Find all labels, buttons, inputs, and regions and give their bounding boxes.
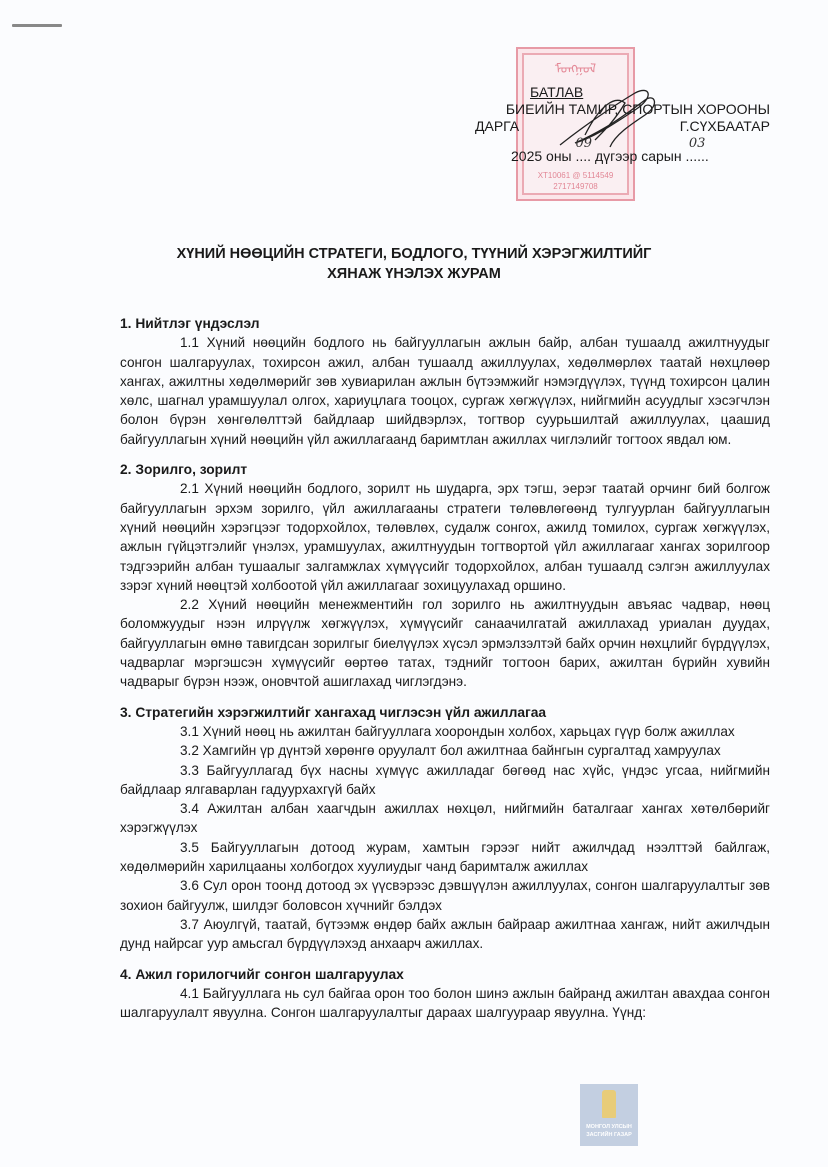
section-4	[120, 965, 770, 1023]
date-month-label: дүгээр сарын	[594, 148, 682, 164]
paragraph: 3.3 Байгууллагад бүх насны хүмүүс ажилладаг бөгөөд нас хүйс, үндэс угсаа, нийгмийн байдлаар ялгаварлан гадуурхахгүй байх	[120, 762, 770, 797]
document-body	[120, 314, 770, 1033]
paragraph: 3.7 Аюулгүй, таатай, бүтээмж өндөр байх ажлын байраар ажилтнаа хангаж, нийт ажилчдын дунд найрсаг уур амьсгал бүрдүүлэхэд анхаарч ажиллах.	[120, 916, 770, 952]
government-logo	[580, 1084, 638, 1146]
approver-name: Г.СҮХБААТАР	[679, 118, 770, 134]
date-dots-month: ....	[575, 148, 592, 164]
paragraph: 3.6 Сул орон тоонд дотоод эх үүсвэрээс дэвшүүлэн ажиллуулах, сонгон шалгаруулалтыг зөв зохион байгуулж, шилдэг боловсон хүчнийг бэлдэх	[120, 878, 770, 913]
seal-mongolian-script: ᠮᠣᠩᠭᠣᠯ	[554, 61, 597, 76]
section-heading: 4. Ажил горилогчийг сонгон шалгаруулах	[120, 966, 404, 982]
date-day-slot	[685, 136, 709, 165]
seal-code-line-2: 2717149708	[553, 182, 598, 191]
paragraph: 4.1 Байгууллага нь сул байгаа орон тоо болон шинэ ажлын байранд ажилтан авахдаа сонгон шалгаруулалт явуулна. Сонгон шалгаруулалтыг дараах шалгуураар явуулна. Үүнд:	[120, 985, 770, 1021]
approval-date	[511, 136, 709, 165]
approver-organization: БИЕИЙН ТАМИР, СПОРТЫН ХОРООНЫ	[505, 101, 770, 117]
approve-label: БАТЛАВ	[530, 84, 584, 100]
section-heading: 2. Зорилго, зорилт	[120, 462, 248, 478]
document-title	[0, 244, 828, 284]
paragraph: 2.1 Хүний нөөцийн бодлого, зорилт нь шударга, эрх тэгш, эерэг таатай орчинг бий болгож байгууллагын эрхэм зорилго, үйл ажиллагааны стратеги төлөвлөгөөнд тулгуурлан байгууллагын хүний нөөцийн хэрэгцээг тодорхойлох, төлөвлөх, судалж сонгох, ажилд томилох, сургаж хөгжүүлэх, ажлын гүйцэтгэлийг үнэлэх, урамшуулах, ажилтнуудын тогтвортой үйл ажиллагааг хангах зорилгоор тэдгээрийн албан тушаалыг залгамжлах хүмүүсийг тодорхойлох, албан тушаалд сэлгэн ажиллуулах зэрэг хүний нөөцтэй холбоотой үйл ажиллагааг зохицуулахад оршино.	[120, 481, 770, 593]
title-line-2: ХЯНАЖ ҮНЭЛЭХ ЖУРАМ	[327, 266, 501, 282]
paragraph: 3.2 Хамгийн үр дүнтэй хөрөнгө оруулалт бол ажилтнаа байнгын сургалтад хамруулах	[180, 743, 721, 759]
title-line-1: ХҮНИЙ НӨӨЦИЙН СТРАТЕГИ, БОДЛОГО, ТҮҮНИЙ ХЭРЭГЖИЛТИЙГ	[176, 246, 652, 262]
seal-code-line-1: ХТ10061 @ 5114549	[537, 171, 614, 180]
paragraph: 3.1 Хүний нөөц нь ажилтан байгууллага хоорондын холбох, харьцах гүүр болж ажиллах	[180, 723, 735, 739]
paragraph: 1.1 Хүний нөөцийн бодлого нь байгууллагын ажлын байр, албан тушаалд ажилтнуудыг сонгон шалгаруулах, тохирсон ажил, албан тушаалд ажиллуулах, хөдөлмөрлөх таатай нөхцлөөр хангах, ажилтны хөдөлмөрийг зөв хувиарилан ажлын бүтээмжийг нэмэгдүүлэх, түүнд тохирсон цалин хөлс, шагнал урамшуулал олгох, хариуцлага тооцох, сургаж хөгжүүлэх, нийгмийн асуудлыг хэсэгчлэн болон бүрэн хөнгөлөлттэй байдлаар шийдвэрлэх, тогтвор суурьшилтай ажиллуулах, цаашид байгууллагын хүний нөөцийн үйл ажиллагаанд баримтлан ажиллах чиглэлийг тогтоох явдал юм.	[120, 335, 770, 447]
section-heading: 3. Стратегийн хэрэгжилтийг хангахад чиглэсэн үйл ажиллагаа	[120, 704, 547, 720]
date-month-slot	[575, 136, 593, 165]
date-day-handwritten: 03	[688, 136, 706, 151]
gov-logo-line-1: МОНГОЛ УЛСЫН	[586, 1124, 632, 1130]
date-dots-day: ......	[685, 148, 709, 164]
paragraph: 2.2 Хүний нөөцийн менежментийн гол зорилго нь ажилтнуудын авъяас чадвар, нөөц боломжуудыг нээн илрүүлж хөгжүүлэх, хүмүүсийг санаачилгатай ажиллахад уриалан дуудах, байгууллагын өмнө тавигдсан зорилгыг биелүүлэх хүсэл эрмэлзэлтэй байх орчин нөхцлийг бүрдүүлэх, чадварлаг мэргэшсэн хүмүүсийг өөртөө татах, тэднийг тогтоон барих, ажилтан бүрийн хувийн чадварыг бүрэн нээж, оновчтой ашиглахад чиглэгдэнэ.	[120, 597, 770, 690]
section-2	[120, 460, 770, 692]
soyombo-emblem-icon	[602, 1090, 616, 1118]
gov-logo-line-2: ЗАСГИЙН ГАЗАР	[586, 1132, 632, 1138]
section-3	[120, 703, 770, 954]
section-1	[120, 314, 770, 449]
approver-position: ДАРГА	[475, 118, 520, 134]
date-month-handwritten: 09	[575, 136, 593, 151]
paragraph: 3.4 Ажилтан албан хаагчдын ажиллах нөхцөл, нийгмийн баталгааг хангах хөтөлбөрийг хэрэгжүүлэх	[120, 801, 770, 836]
approval-block	[470, 84, 770, 136]
date-year: 2025 оны	[511, 148, 572, 164]
scan-mark	[12, 24, 62, 27]
paragraph: 3.5 Байгууллагын дотоод журам, хамтын гэрээг нийт ажилчдад нээлттэй байлгаж, хөдөлмөрийн харилцааны холбогдох хуулиудыг чанд баримталж ажиллах	[120, 839, 770, 875]
section-heading: 1. Нийтлэг үндэслэл	[120, 316, 260, 331]
